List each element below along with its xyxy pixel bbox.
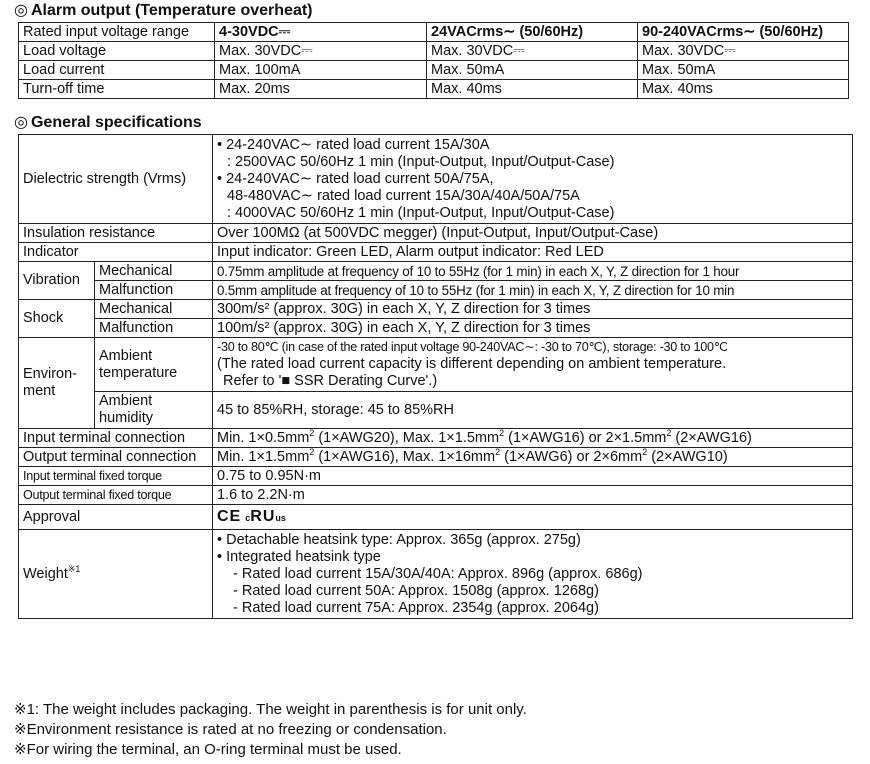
input-conn-label: Input terminal connection xyxy=(19,429,213,448)
header-cell: Rated input voltage range xyxy=(19,23,215,42)
table-row xyxy=(19,338,853,392)
table-cell: Max. 30VDC⎓ xyxy=(427,42,638,61)
table-row xyxy=(19,530,853,619)
table-row xyxy=(19,243,853,262)
table-row xyxy=(19,80,849,99)
ce-mark-icon: CE xyxy=(217,507,242,525)
table-row xyxy=(19,23,849,42)
footnote: ※For wiring the terminal, an O-ring terminal must be used. xyxy=(14,741,402,758)
ul-mark-icon: cRUus xyxy=(245,507,286,525)
weight-value: • Detachable heatsink type: Approx. 365g (approx. 275g) • Integrated heatsink type - Rated load current 15A/30A/40A: Approx. 896g (approx. 686g) - Rated load current 50A: Approx. 1508g (approx. 1268g) - Rated load current 75A: Approx. 2354g (approx. 2064g) xyxy=(213,530,853,619)
header-cell: 90-240VACrms∼ (50/60Hz) xyxy=(638,23,849,42)
circle-bullet-icon: ◎ xyxy=(14,2,28,19)
table-row xyxy=(19,319,853,338)
table-row xyxy=(19,486,853,505)
vibration-mal-value: 0.5mm amplitude at frequency of 10 to 55Hz (for 1 min) in each X, Y, Z direction for 10 min xyxy=(213,281,853,300)
input-torque-label: Input terminal fixed torque xyxy=(19,467,213,486)
approval-value xyxy=(213,505,853,530)
table-cell: Load current xyxy=(19,61,215,80)
output-conn-value: Min. $1\times 1.5mm^2$ (1×AWG16), Max. $1\times 16mm^2$ (1×AWG6) or $2\times 6mm^2$ (2×AWG10) xyxy=(213,448,853,467)
table-row xyxy=(19,448,853,467)
vibration-mech-value: 0.75mm amplitude at frequency of 10 to 55Hz (for 1 min) in each X, Y, Z direction for 1 hour xyxy=(213,262,853,281)
table-row xyxy=(19,135,853,224)
insulation-label: Insulation resistance xyxy=(19,224,213,243)
table-row xyxy=(19,224,853,243)
input-torque-value: 0.75 to 0.95N·m xyxy=(213,467,853,486)
approval-label: Approval xyxy=(19,505,213,530)
table-cell: Max. 40ms xyxy=(638,80,849,99)
header-cell: 4-30VDC⎓ xyxy=(215,23,427,42)
table-row xyxy=(19,262,853,281)
footnote: ※Environment resistance is rated at no freezing or condensation. xyxy=(14,721,447,738)
table-row xyxy=(19,300,853,319)
table-row xyxy=(19,392,853,429)
table-row xyxy=(19,467,853,486)
table-cell: Load voltage xyxy=(19,42,215,61)
input-conn-value: Min. $1\times 0.5mm^2$ (1×AWG20), Max. $1\times 1.5mm^2$ (1×AWG16) or $2\times 1.5mm^2$ (2×AWG16) xyxy=(213,429,853,448)
table-cell: Max. 100mA xyxy=(215,61,427,80)
weight-label: Weight$^{※1}$ xyxy=(19,530,213,619)
output-conn-label: Output terminal connection xyxy=(19,448,213,467)
table-cell: Max. 50mA xyxy=(427,61,638,80)
header-cell: 24VACrms∼ (50/60Hz) xyxy=(427,23,638,42)
table-cell: Max. 40ms xyxy=(427,80,638,99)
environment-label: Environ- ment xyxy=(19,338,95,429)
table-cell: Max. 30VDC⎓ xyxy=(638,42,849,61)
table-cell: Max. 20ms xyxy=(215,80,427,99)
shock-mech-label: Mechanical xyxy=(95,300,213,319)
table-cell: Max. 50mA xyxy=(638,61,849,80)
vibration-label: Vibration xyxy=(19,262,95,300)
vibration-mech-label: Mechanical xyxy=(95,262,213,281)
ambient-temp-value: -30 to 80℃ (in case of the rated input voltage 90-240VAC∼: -30 to 70℃), storage: -30 to 100℃ (The rated load current capacity is different depending on ambient temperature. Refer to '■ SSR Derating Curve'.) xyxy=(213,338,853,392)
table-cell: Turn-off time xyxy=(19,80,215,99)
table-row xyxy=(19,429,853,448)
ambient-temp-label: Ambient temperature xyxy=(95,338,213,392)
circle-bullet-icon: ◎ xyxy=(14,114,28,131)
table-cell: Max. 30VDC⎓ xyxy=(215,42,427,61)
table-row xyxy=(19,505,853,530)
table-row xyxy=(19,281,853,300)
ambient-humidity-label: Ambient humidity xyxy=(95,392,213,429)
vibration-mal-label: Malfunction xyxy=(95,281,213,300)
dielectric-value: • 24-240VAC∼ rated load current 15A/30A : 2500VAC 50/60Hz 1 min (Input-Output, Input/Output-Case) • 24-240VAC∼ rated load current 50A/75A, 48-480VAC∼ rated load current 15A/30A/40A/50A/75A : 4000VAC 50/60Hz 1 min (Input-Output, Input/Output-Case) xyxy=(213,135,853,224)
general-spec-heading: ◎ General specifications xyxy=(14,114,202,131)
shock-label: Shock xyxy=(19,300,95,338)
output-torque-label: Output terminal fixed torque xyxy=(19,486,213,505)
footnote: ※1: The weight includes packaging. The weight in parenthesis is for unit only. xyxy=(14,701,527,718)
shock-mal-value: 100m/s² (approx. 30G) in each X, Y, Z direction for 3 times xyxy=(213,319,853,338)
insulation-value: Over 100MΩ (at 500VDC megger) (Input-Output, Input/Output-Case) xyxy=(213,224,853,243)
indicator-value: Input indicator: Green LED, Alarm output indicator: Red LED xyxy=(213,243,853,262)
table-row xyxy=(19,61,849,80)
output-torque-value: 1.6 to 2.2N·m xyxy=(213,486,853,505)
indicator-label: Indicator xyxy=(19,243,213,262)
alarm-output-heading: ◎ Alarm output (Temperature overheat) xyxy=(14,2,313,19)
table-row xyxy=(19,42,849,61)
alarm-output-table xyxy=(18,22,849,99)
shock-mech-value: 300m/s² (approx. 30G) in each X, Y, Z direction for 3 times xyxy=(213,300,853,319)
general-spec-table xyxy=(18,134,853,619)
shock-mal-label: Malfunction xyxy=(95,319,213,338)
dielectric-label: Dielectric strength (Vrms) xyxy=(19,135,213,224)
ambient-humidity-value: 45 to 85%RH, storage: 45 to 85%RH xyxy=(213,392,853,429)
